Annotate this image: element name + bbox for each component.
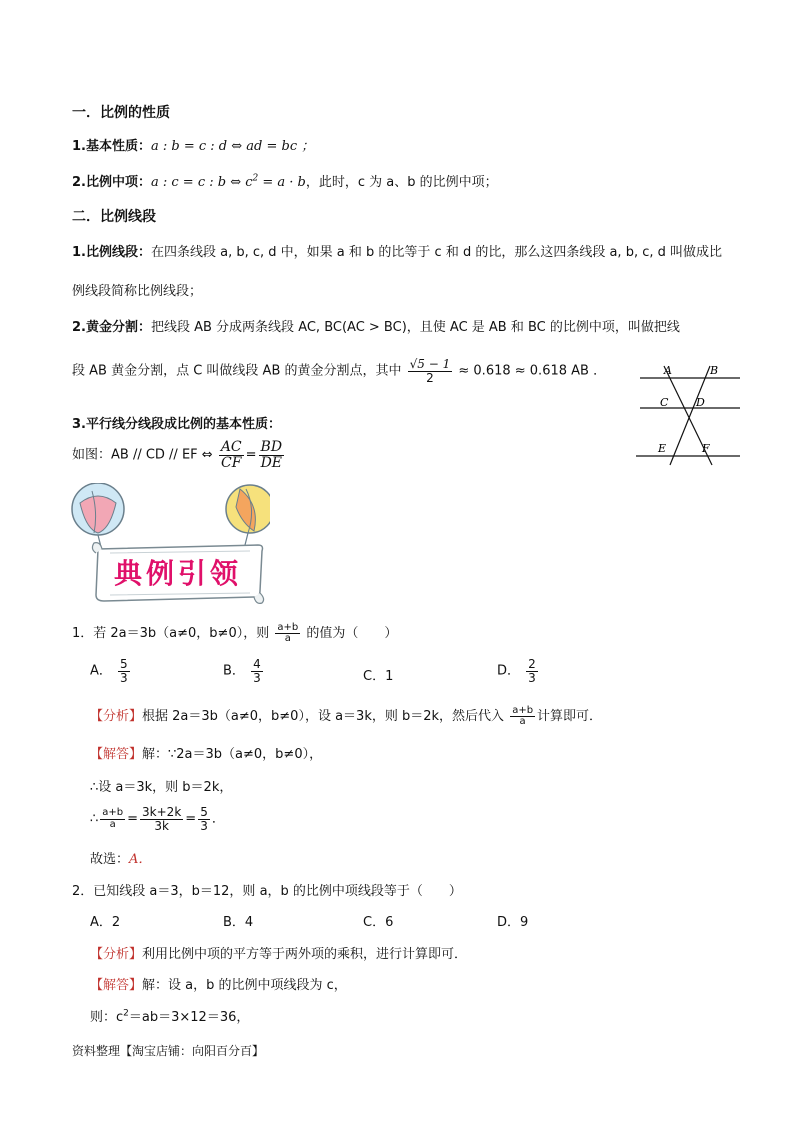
golden-section-text1: 把线段 AB 分成两条线段 AC, BC(AC > BC)，且使 AC 是 AB 和 BC 的比例中项，叫做把线 — [150, 320, 680, 335]
q2-option-a: A．2 — [90, 915, 121, 930]
right-ball-icon — [226, 485, 270, 549]
q1-analysis-tail: 计算即可． — [537, 709, 603, 724]
q2-solution-text1: 解：设 a，b 的比例中项线段为 c， — [142, 978, 347, 993]
section1-title: 一．比例的性质 — [72, 105, 170, 121]
proportional-segments-line1 — [72, 241, 722, 260]
q1-option-a-fraction — [118, 658, 130, 684]
golden-section-line2 — [72, 358, 606, 384]
q1-option-b-fraction — [251, 658, 263, 684]
mean-proportional-line — [72, 171, 498, 190]
parallel-frac1-num: AC — [220, 439, 242, 455]
golden-ratio-numerator: √5 − 1 — [409, 357, 451, 371]
q2-stem: 2．已知线段 a＝3，b＝12，则 a，b 的比例中项线段等于（ ） — [72, 884, 462, 899]
q1-option-d-label: D． — [497, 663, 521, 679]
q1-option-b-label: B． — [223, 663, 245, 679]
basic-property-label: 1.基本性质： — [72, 139, 151, 154]
parallel-frac2-den: DE — [260, 454, 283, 471]
q1-sl3-frac3-den: 3 — [200, 818, 208, 833]
golden-ratio-fraction — [408, 358, 453, 384]
label-a: A — [664, 364, 672, 377]
q1-solution-line2: ∴设 a＝3k，则 b＝2k， — [90, 780, 233, 795]
q1-option-b-num: 4 — [253, 657, 261, 671]
q1-sl3-frac3 — [198, 806, 210, 832]
q1-stem-tail: 的值为（ ） — [306, 626, 398, 641]
basic-property-line — [72, 135, 314, 154]
golden-section-line1 — [72, 316, 680, 335]
label-b: B — [710, 364, 719, 377]
parallel-frac1 — [219, 440, 244, 470]
q1-answer-value: A． — [129, 852, 152, 867]
q1-sl3-frac2-num: 3k+2k — [142, 805, 182, 819]
q1-analysis — [90, 705, 602, 728]
q1-solution-tag: 【解答】 — [90, 747, 143, 762]
q1-option-a-label: A． — [90, 663, 112, 679]
q1-option-a-den: 3 — [120, 670, 128, 685]
parallel-frac1-den: CF — [221, 454, 242, 471]
proportional-segments-text1: 在四条线段 a, b, c, d 中，如果 a 和 b 的比等于 c 和 d 的比，那么这四条线段 a, b, c, d 叫做成比 — [150, 245, 723, 260]
proportional-segments-line2: 例线段简称比例线段； — [72, 284, 203, 299]
q1-sl3-frac1-num: a+b — [102, 807, 124, 819]
label-c: C — [660, 396, 669, 409]
label-f: F — [702, 442, 710, 455]
golden-section-label: 2.黄金分割： — [72, 320, 151, 335]
mean-proportional-formula-b: = a · b — [258, 175, 306, 190]
mean-proportional-label: 2.比例中项： — [72, 175, 151, 190]
parallel-frac2-num: BD — [260, 439, 283, 455]
section2-title: 二．比例线段 — [72, 209, 156, 225]
q1-analysis-tag: 【分析】 — [90, 709, 143, 724]
q1-solution-line1 — [90, 743, 322, 762]
q1-analysis-text: 根据 2a＝3b（a≠0，b≠0），设 a＝3k，则 b＝2k，然后代入 — [142, 709, 505, 724]
q1-sl3-prefix: ∴ — [90, 811, 99, 827]
q1-sl3-frac3-num: 5 — [200, 805, 208, 819]
q1-analysis-frac-den: a — [519, 716, 526, 727]
q1-stem-text: 1．若 2a＝3b（a≠0，b≠0），则 — [72, 626, 270, 641]
footer-text: 资料整理【淘宝店铺：向阳百分百】 — [72, 1044, 265, 1058]
golden-section-text2a: 段 AB 黄金分割，点 C 叫做线段 AB 的黄金分割点，其中 — [72, 363, 402, 379]
q1-sl3-frac2-den: 3k — [154, 818, 169, 833]
q2-analysis-tag: 【分析】 — [90, 947, 143, 962]
q1-option-d-den: 3 — [528, 670, 536, 685]
q2-solution-line1 — [90, 974, 347, 993]
q1-stem-fraction — [275, 623, 300, 645]
proportional-segments-label: 1.比例线段： — [72, 245, 151, 260]
label-d: D — [696, 396, 705, 409]
q1-sl3-tail: ． — [211, 811, 225, 827]
mean-proportional-formula-a: a : c = c : b ⇔ c — [150, 175, 253, 190]
q2-analysis-text: 利用比例中项的平方等于两外项的乘积，进行计算即可． — [142, 947, 468, 962]
q1-stem-frac-num: a+b — [277, 621, 299, 633]
parallel-eq: = — [245, 447, 257, 463]
mean-proportional-tail: ，此时，c 为 a、b 的比例中项； — [305, 175, 498, 190]
q1-option-b-den: 3 — [253, 670, 261, 685]
q1-analysis-frac-num: a+b — [512, 704, 534, 716]
example-banner — [70, 483, 270, 608]
q1-stem — [72, 622, 397, 645]
q1-solution-line3: ∴ $\frac{a+b}{a}$ = $\frac{3k+2k}{3k}$ = $\frac{5}{3}$ ． — [90, 805, 225, 833]
basic-property-formula: a : b = c : d ⇔ ad = bc ； — [150, 139, 315, 154]
parallel-lines-formula — [72, 440, 286, 470]
parallel-lines-prefix: 如图：AB // CD // EF ⇔ — [72, 447, 213, 463]
q1-sl3-frac1 — [100, 808, 125, 830]
golden-ratio-denominator: 2 — [426, 370, 434, 385]
q1-option-b — [223, 658, 265, 684]
q1-stem-frac-den: a — [284, 633, 291, 644]
parallel-lines-figure — [630, 360, 742, 470]
q2-sl2-b: ＝ab＝3×12＝36， — [128, 1010, 250, 1025]
q1-analysis-fraction — [510, 706, 535, 728]
q1-solution-text1: 解：∵2a＝3b（a≠0，b≠0）， — [142, 747, 323, 762]
q2-solution-tag: 【解答】 — [90, 978, 143, 993]
q1-answer-prefix: 故选： — [90, 852, 130, 867]
q2-analysis — [90, 943, 467, 962]
q1-sl3-frac1-den: a — [109, 818, 116, 830]
parallel-lines-label: 3.平行线分线段成比例的基本性质： — [72, 417, 281, 432]
parallel-frac2 — [259, 440, 285, 470]
label-e: E — [658, 442, 667, 455]
q1-option-c: C．1 — [363, 669, 394, 684]
banner-text: 典例引领 — [113, 557, 243, 590]
q1-option-d-num: 2 — [528, 657, 536, 671]
q2-option-c: C．6 — [363, 915, 394, 930]
q2-sl2-sup: 2 — [123, 1008, 129, 1019]
q1-option-a — [90, 658, 132, 684]
left-ball-icon — [72, 483, 124, 551]
golden-section-text2b: ≈ 0.618 ≈ 0.618 AB ． — [458, 363, 607, 379]
q1-sl3-frac2 — [140, 806, 183, 832]
mean-proportional-sup: 2 — [252, 173, 259, 184]
q2-sl2-a: 则：c — [90, 1010, 124, 1025]
q2-solution-line2 — [90, 1006, 249, 1025]
q1-option-d-fraction — [526, 658, 538, 684]
q1-option-d — [497, 658, 540, 684]
q1-option-a-num: 5 — [120, 657, 128, 671]
q2-option-b: B．4 — [223, 915, 254, 930]
q2-option-d: D．9 — [497, 915, 529, 930]
q1-answer — [90, 848, 151, 867]
